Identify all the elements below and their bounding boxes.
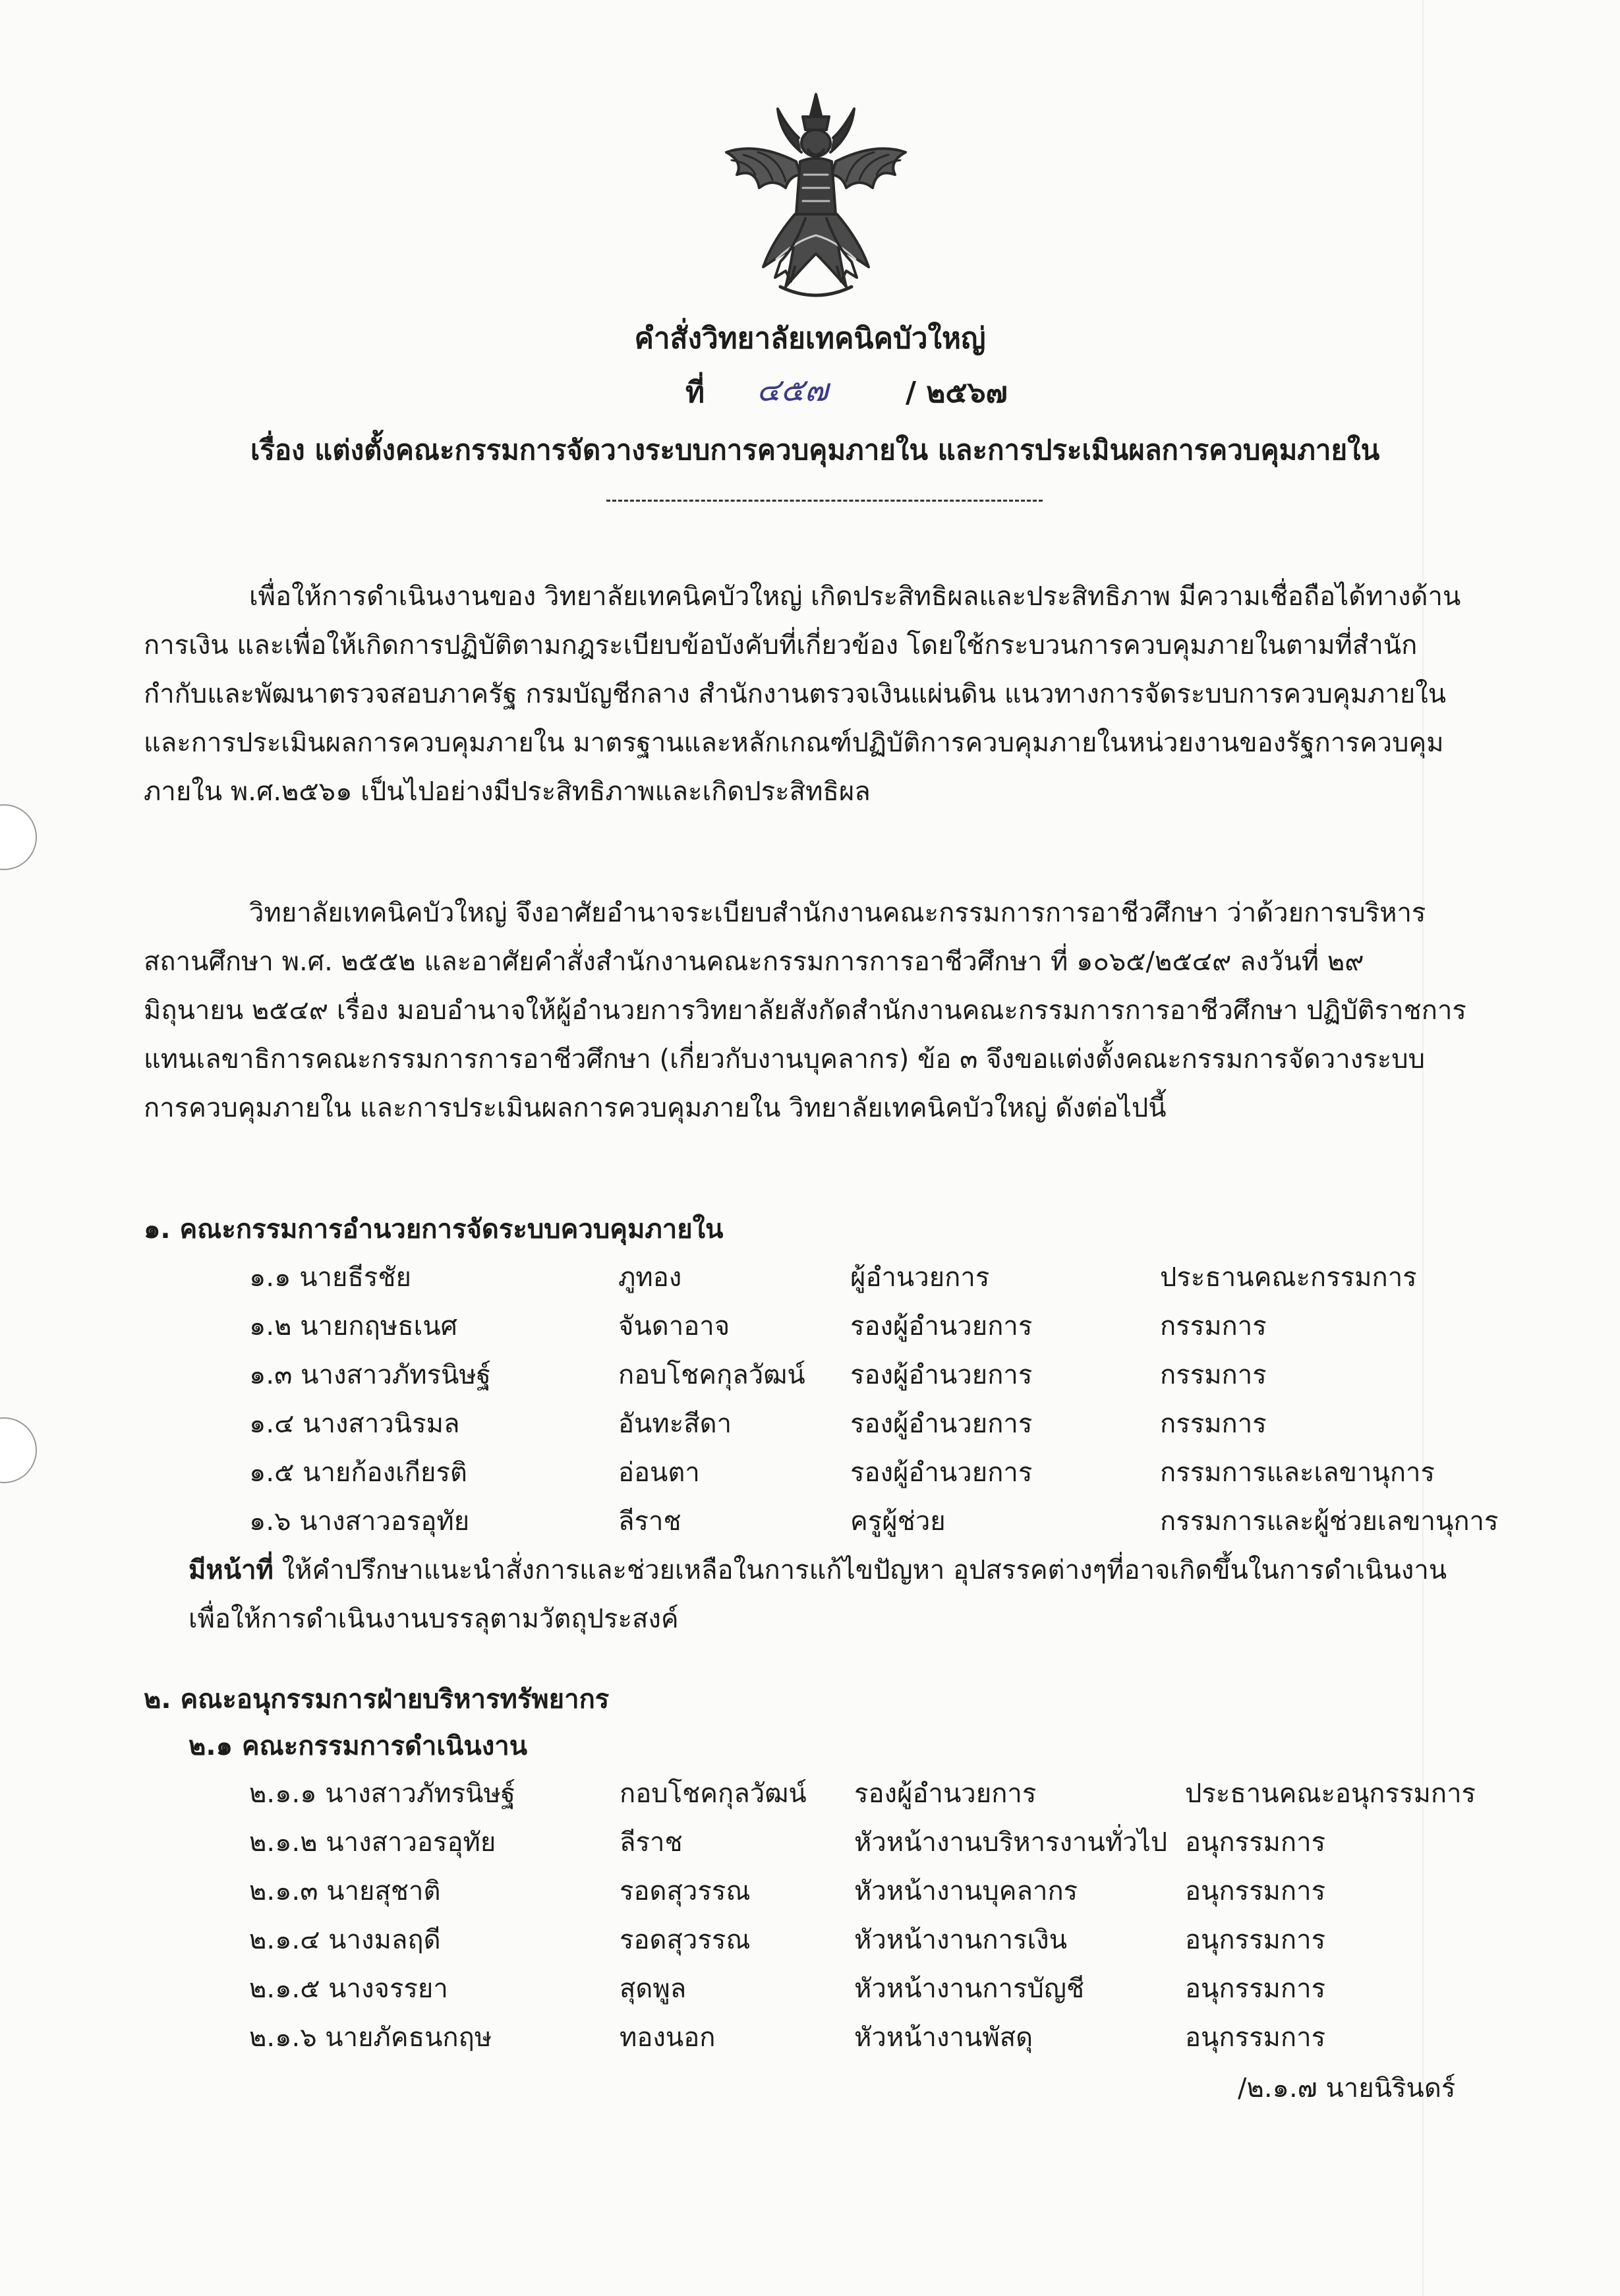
member-surname: ลีราช	[618, 1506, 681, 1537]
order-subject: เรื่อง แต่งตั้งคณะกรรมการจัดวางระบบการควบคุมภายใน และการประเมินผลการควบคุมภายใน	[250, 434, 1380, 466]
duty-label: มีหน้าที่	[188, 1555, 274, 1585]
member-surname: อ่อนตา	[618, 1457, 700, 1488]
member-position: รองผู้อำนวยการ	[850, 1311, 1033, 1341]
member-surname: ทองนอก	[620, 2022, 716, 2053]
member-name: ๒.๑.๖ นายภัคธนกฤษ	[249, 2022, 492, 2053]
member-position: หัวหน้างานพัสดุ	[854, 2022, 1033, 2053]
paragraph-line: แทนเลขาธิการคณะกรรมการการอาชีวศึกษา (เกี่ยวกับงานบุคลากร) ข้อ ๓ จึงขอแต่งตั้งคณะกรรมการจัดวางระบบ	[144, 1044, 1425, 1074]
member-name: ๑.๓ นางสาวภัทรนิษฐ์	[249, 1360, 491, 1390]
order-title: คำสั่งวิทยาลัยเทคนิคบัวใหญ่	[634, 322, 986, 355]
member-role: อนุกรรมการ	[1185, 1974, 1326, 2004]
member-surname: สุดพูล	[620, 1974, 687, 2004]
member-position: รองผู้อำนวยการ	[854, 1779, 1037, 1809]
member-position: ผู้อำนวยการ	[850, 1262, 990, 1293]
member-name: ๒.๑.๑ นางสาวภัทรนิษฐ์	[249, 1779, 515, 1809]
member-name: ๑.๕ นายก้องเกียรติ	[249, 1457, 467, 1488]
member-position: หัวหน้างานการเงิน	[854, 1925, 1068, 1955]
member-position: ครูผู้ช่วย	[850, 1506, 946, 1537]
section2-subheading: ๒.๑ คณะกรรมการดำเนินงาน	[188, 1731, 528, 1761]
member-role: กรรมการ	[1160, 1409, 1267, 1439]
paragraph-line: สถานศึกษา พ.ศ. ๒๕๕๒ และอาศัยคำสั่งสำนักงานคณะกรรมการการอาชีวศึกษา ที่ ๑๐๖๕/๒๕๔๙ ลงวันที่ ๒๙	[144, 947, 1364, 977]
member-name: ๑.๖ นางสาวอรอุทัย	[249, 1506, 470, 1537]
member-surname: จันดาอาจ	[618, 1311, 730, 1341]
member-surname: ลีราช	[620, 1827, 683, 1858]
member-surname: กอบโชคกุลวัฒน์	[620, 1779, 807, 1809]
member-surname: อันทะสีดา	[618, 1409, 732, 1439]
paragraph-line: มิถุนายน ๒๕๔๙ เรื่อง มอบอำนาจให้ผู้อำนวยการวิทยาลัยสังกัดสำนักงานคณะกรรมการการอาชีวศึกษา ปฏิบัติราชการ	[144, 995, 1466, 1026]
section2-heading: ๒. คณะอนุกรรมการฝ่ายบริหารทรัพยากร	[144, 1684, 610, 1715]
member-position: รองผู้อำนวยการ	[850, 1409, 1033, 1439]
paragraph-line: และการประเมินผลการควบคุมภายใน มาตรฐานและหลักเกณฑ์ปฏิบัติการควบคุมภายในหน่วยงานของรัฐการควบคุม	[144, 728, 1444, 758]
member-name: ๑.๑ นายธีรชัย	[249, 1262, 411, 1293]
garuda-emblem-icon	[717, 89, 915, 307]
member-role: อนุกรรมการ	[1185, 2022, 1326, 2053]
punch-hole-bottom	[0, 1417, 37, 1483]
member-role: กรรมการ	[1160, 1360, 1267, 1390]
member-role: อนุกรรมการ	[1185, 1876, 1326, 1906]
paragraph-line: กำกับและพัฒนาตรวจสอบภาครัฐ กรมบัญชีกลาง สำนักงานตรวจเงินแผ่นดิน แนวทางการจัดระบบการควบคุมภายใน	[144, 679, 1447, 709]
paragraph-line: เพื่อให้การดำเนินงานของ วิทยาลัยเทคนิคบัวใหญ่ เกิดประสิทธิผลและประสิทธิภาพ มีความเชื่อถือได้ทางด้าน	[249, 581, 1461, 612]
member-position: รองผู้อำนวยการ	[850, 1457, 1033, 1488]
duty-line: เพื่อให้การดำเนินงานบรรลุตามวัตถุประสงค์	[188, 1604, 679, 1634]
paragraph-line: ภายใน พ.ศ.๒๕๖๑ เป็นไปอย่างมีประสิทธิภาพและเกิดประสิทธิผล	[144, 777, 871, 807]
punch-hole-top	[0, 804, 37, 870]
member-role: อนุกรรมการ	[1185, 1827, 1326, 1858]
order-number-handwritten: ๔๕๗	[757, 372, 828, 409]
member-role: กรรมการและเลขานุการ	[1160, 1457, 1435, 1488]
member-position: หัวหน้างานบริหารงานทั่วไป	[854, 1827, 1168, 1858]
continued-next-page: /๒.๑.๗ นายนิรินดร์	[1238, 2073, 1456, 2104]
paragraph-line: การควบคุมภายใน และการประเมินผลการควบคุมภายใน วิทยาลัยเทคนิคบัวใหญ่ ดังต่อไปนี้	[144, 1093, 1167, 1123]
paragraph-authority	[144, 889, 1508, 1133]
member-role: อนุกรรมการ	[1185, 1925, 1326, 1955]
member-position: รองผู้อำนวยการ	[850, 1360, 1033, 1390]
paragraph-line: การเงิน และเพื่อให้เกิดการปฏิบัติตามกฎระเบียบข้อบังคับที่เกี่ยวข้อง โดยใช้กระบวนการควบคุมภายในตามที่สำนัก	[144, 630, 1418, 661]
order-number-label: ที่	[685, 376, 705, 409]
section1-heading: ๑. คณะกรรมการอำนวยการจัดระบบควบคุมภายใน	[144, 1214, 724, 1245]
member-name: ๒.๑.๒ นางสาวอรอุทัย	[249, 1827, 496, 1858]
duty-text: ให้คำปรึกษาแนะนำสั่งการและช่วยเหลือในการแก้ไขปัญหา อุปสรรคต่างๆที่อาจเกิดขึ้นในการดำเนินงาน	[273, 1555, 1447, 1585]
member-name: ๑.๒ นายกฤษธเนศ	[249, 1311, 458, 1341]
member-surname: ภูทอง	[618, 1262, 682, 1293]
member-surname: กอบโชคกุลวัฒน์	[618, 1360, 805, 1390]
section1-duty	[188, 1546, 1507, 1643]
paragraph-purpose	[144, 572, 1508, 816]
paragraph-line: วิทยาลัยเทคนิคบัวใหญ่ จึงอาศัยอำนาจระเบียบสำนักงานคณะกรรมการการอาชีวศึกษา ว่าด้วยการบริหาร	[249, 898, 1426, 928]
member-role: ประธานคณะอนุกรรมการ	[1185, 1779, 1476, 1809]
member-position: หัวหน้างานบุคลากร	[854, 1876, 1078, 1906]
member-role: ประธานคณะกรรมการ	[1160, 1262, 1417, 1293]
divider-dashes	[606, 500, 1043, 502]
duty-line	[188, 1546, 1507, 1595]
member-surname: รอดสุวรรณ	[620, 1925, 751, 1955]
member-position: หัวหน้างานการบัญชี	[854, 1974, 1085, 2004]
order-year: / ๒๕๖๗	[906, 376, 1008, 409]
member-role: กรรมการ	[1160, 1311, 1267, 1341]
member-name: ๒.๑.๓ นายสุชาติ	[249, 1876, 441, 1906]
member-name: ๒.๑.๔ นางมลฤดี	[249, 1925, 441, 1955]
member-role: กรรมการและผู้ช่วยเลขานุการ	[1160, 1506, 1499, 1537]
member-name: ๑.๔ นางสาวนิรมล	[249, 1409, 460, 1439]
member-surname: รอดสุวรรณ	[620, 1876, 751, 1906]
member-name: ๒.๑.๕ นางจรรยา	[249, 1974, 448, 2004]
